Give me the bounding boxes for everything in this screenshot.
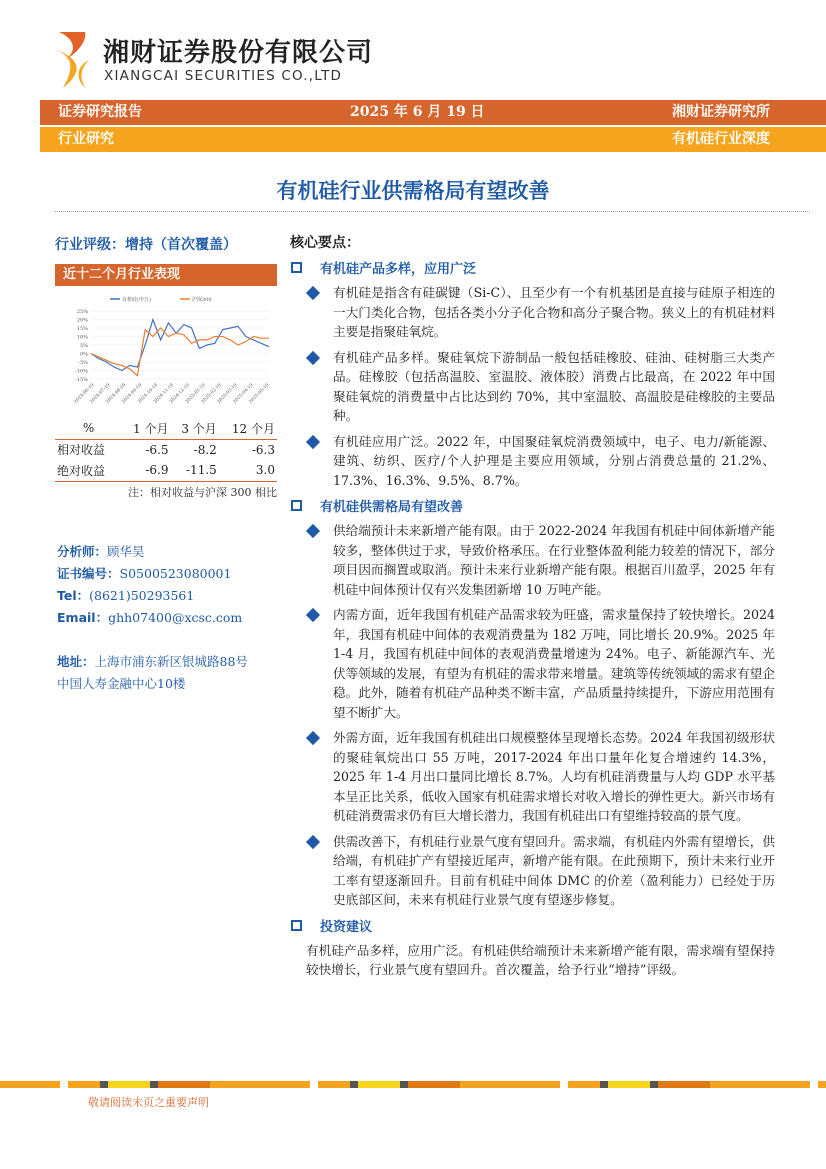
section-heading (290, 258, 775, 277)
x-tick-label: 2024-08-19 (105, 382, 128, 405)
page-title: 有机硅行业供需格局有望改善 (276, 179, 550, 203)
table-header-row (55, 418, 277, 439)
bullet-item (290, 283, 775, 342)
email-link[interactable]: ghh07400@xcsc.com (108, 610, 243, 625)
table-cell: -6.9 (145, 463, 169, 478)
table-header: 1 个月 (133, 421, 169, 436)
table-header: 3 个月 (181, 421, 217, 436)
table-cell: 绝对收益 (57, 463, 106, 478)
tel-number: (8621)50293561 (89, 588, 195, 603)
table-row (55, 460, 277, 481)
analyst-name: 顾华昊 (107, 544, 145, 559)
diamond-bullet-icon (306, 434, 320, 448)
bullet-item (290, 521, 775, 599)
x-tick-label: 2025-01-19 (184, 382, 207, 405)
y-tick-label: -15% (75, 376, 88, 383)
institute-name: 湘财证券研究所 (672, 104, 770, 120)
checkbox-square-icon (291, 920, 302, 931)
report-category: 行业研究 (58, 131, 114, 147)
bullet-text: 供给端预计未来新增产能有限。由于 2022-2024 年我国有机硅中间体新增产能较多，整体供过于求，导致价格承压。在行业整体盈利能力较差的情况下，部分项目因而搁置或取消。预计未来行业新增产能有限。根据百川盈孚，2025 年有机硅中间体预计仅有兴发集团新增 10 万吨产能。 (333, 523, 775, 597)
report-date: 2025 年 6 月 19 日 (350, 104, 485, 120)
address-line: 上海市浦东新区银城路88号 (94, 654, 248, 669)
x-tick-label: 2024-12-19 (168, 382, 191, 405)
analyst-info (57, 542, 145, 560)
diamond-bullet-icon (306, 286, 320, 300)
y-tick-label: 25% (76, 308, 88, 315)
footer-stripe (0, 1081, 826, 1088)
y-tick-label: -10% (75, 368, 88, 375)
diamond-bullet-icon (306, 731, 320, 745)
section-title: 有机硅供需格局有望改善 (320, 500, 464, 515)
address-label: 地址： (57, 654, 95, 669)
performance-table (55, 418, 277, 482)
y-tick-label: 20% (76, 317, 88, 324)
table-header: 12 个月 (231, 421, 275, 436)
table-cell: -6.5 (145, 442, 169, 457)
tel-label: Tel： (57, 588, 90, 603)
analyst-label: 分析师： (57, 544, 108, 559)
address-line-2: 中国人寿金融中心10楼 (57, 676, 186, 691)
table-cell: 相对收益 (57, 443, 106, 458)
x-tick-label: 2025-03-19 (216, 382, 239, 405)
x-tick-label: 2025-04-19 (232, 382, 255, 405)
company-logo (55, 30, 375, 90)
bullet-text: 内需方面，近年我国有机硅产品需求较为旺盛，需求量保持了较快增长。2024 年，我国有机硅中间体的表观消费量为 182 万吨，同比增长 20.9%。2025 年 1-4 月，我国有机硅中间体的表观消费量增速为 24%。电子、新能源汽车、光伏等领域的发展，有望为有机硅的需求带来增量。建筑等传统领域的需求有望企稳。此外，随着有机硅产品种类不断丰富，产品质量持续提升，下游应用范围有望不断扩大。 (333, 607, 775, 720)
bullet-text: 外需方面，近年我国有机硅出口规模整体呈现增长态势。2024 年我国初级形状的聚硅氧烷出口 55 万吨，2017-2024 年出口量年化复合增速约 14.3%，2025 年 1-4 月出口量同比增长 8.7%。人均有机硅消费量与人均 GDP 水平基本呈正比关系，低收入国家有机硅需求增长对收入增长的弹性更大。新兴市场有机硅消费需求仍有巨大增长潜力，我国有机硅出口有望维持较高的景气度。 (333, 730, 775, 823)
bullet-item (290, 832, 775, 910)
bullet-text: 有机硅产品多样。聚硅氧烷下游制品一般包括硅橡胶、硅油、硅树脂三大类产品。硅橡胶（包括高温胶、室温胶、液体胶）消费占比最高，在 2022 年中国聚硅氧烷的消费量中占比达到约 70%，其中室温胶、高温胶是硅橡胶的主要品种。 (333, 349, 775, 423)
x-tick-label: 2024-11-19 (153, 382, 175, 405)
bullet-item (290, 605, 775, 722)
section-title: 投资建议 (320, 919, 373, 935)
bullet-text: 有机硅应用广泛。2022 年，中国聚硅氧烷消费领域中，电子、电力/新能源、建筑、纺织、医疗/个人护理是主要应用领域，分别占消费总量的 21.2%、17.3%、16.3%、9.5%、8.7%。 (333, 433, 775, 488)
y-tick-label: 10% (76, 334, 88, 341)
legend-label: 沪深300 (192, 297, 212, 303)
y-tick-label: 5% (80, 342, 88, 349)
legend-label: 有机硅(申万) (122, 297, 151, 303)
company-name-cn: 湘财证券股份有限公司 (103, 38, 374, 68)
cert-number: S0500523080001 (119, 566, 232, 581)
table-header: % (82, 421, 95, 436)
cert-label: 证书编号： (57, 566, 120, 581)
y-tick-label: -5% (78, 359, 88, 366)
header-bar-primary (40, 100, 826, 125)
x-tick-label: 2025-05-19 (248, 382, 271, 405)
x-tick-label: 2024-09-19 (121, 382, 144, 405)
section-title: 有机硅产品多样，应用广泛 (320, 262, 477, 277)
checkbox-square-icon (291, 500, 302, 511)
table-cell: -8.2 (193, 442, 217, 457)
header-bar-secondary (40, 127, 826, 152)
table-note: 注：相对收益与沪深 300 相比 (128, 486, 277, 499)
table-row (55, 439, 277, 460)
bullet-item (290, 728, 775, 826)
diamond-bullet-icon (306, 350, 320, 364)
section-heading (290, 916, 775, 935)
email-label: Email： (57, 610, 109, 625)
diamond-bullet-icon (306, 608, 320, 622)
title-divider (55, 211, 810, 212)
logo-mark-icon (55, 30, 91, 90)
x-tick-label: 2024-10-19 (137, 382, 160, 405)
diamond-bullet-icon (306, 834, 320, 848)
section-heading (290, 496, 775, 515)
table-cell: -6.3 (251, 442, 275, 457)
report-type: 证券研究报告 (58, 104, 142, 120)
x-tick-label: 2024-06-19 (73, 382, 96, 405)
performance-section-title: 近十二个月行业表现 (55, 264, 277, 286)
diamond-bullet-icon (306, 524, 320, 538)
address-info (57, 652, 248, 670)
tel-info (57, 586, 194, 604)
company-name-en: XIANGCAI SECURITIES CO.,LTD (104, 68, 343, 84)
cert-info (57, 564, 231, 582)
x-tick-label: 2024-07-19 (89, 382, 112, 405)
bullet-text: 有机硅是指含有硅碳键（Si-C）、且至少有一个有机基团是直接与硅原子相连的一大门类化合物，包括各类小分子化合物和高分子聚合物。狭义上的有机硅材料主要是指聚硅氧烷。 (333, 285, 775, 339)
key-points-title: 核心要点： (290, 235, 360, 251)
bullet-item (290, 432, 775, 491)
industry-rating: 行业评级：增持（首次覆盖） (55, 237, 237, 253)
email-info (57, 608, 242, 626)
y-tick-label: 0% (80, 351, 88, 358)
checkbox-square-icon (291, 262, 302, 273)
footer-disclaimer: 敬请阅读末页之重要声明 (88, 1096, 209, 1109)
x-tick-label: 2025-02-19 (200, 382, 223, 405)
investment-advice: 有机硅产品多样，应用广泛。有机硅供给端预计未来新增产能有限，需求端有望保持较快增长，行业景气度有望回升。首次覆盖，给予行业“增持”评级。 (306, 942, 775, 977)
report-subcategory: 有机硅行业深度 (672, 131, 770, 147)
performance-chart (55, 289, 277, 415)
y-tick-label: 15% (76, 325, 88, 332)
bullet-item (290, 348, 775, 426)
key-points (290, 232, 775, 980)
table-cell: 3.0 (255, 463, 275, 478)
bullet-text: 供需改善下，有机硅行业景气度有望回升。需求端，有机硅内外需有望增长，供给端，有机硅扩产有望接近尾声，新增产能有限。在此预期下，预计未来行业开工率有望逐渐回升。目前有机硅中间体 DMC 的价差（盈利能力）已经处于历史底部区间，未来有机硅行业景气度有望逐步修复。 (333, 833, 775, 907)
table-cell: -11.5 (186, 463, 217, 478)
